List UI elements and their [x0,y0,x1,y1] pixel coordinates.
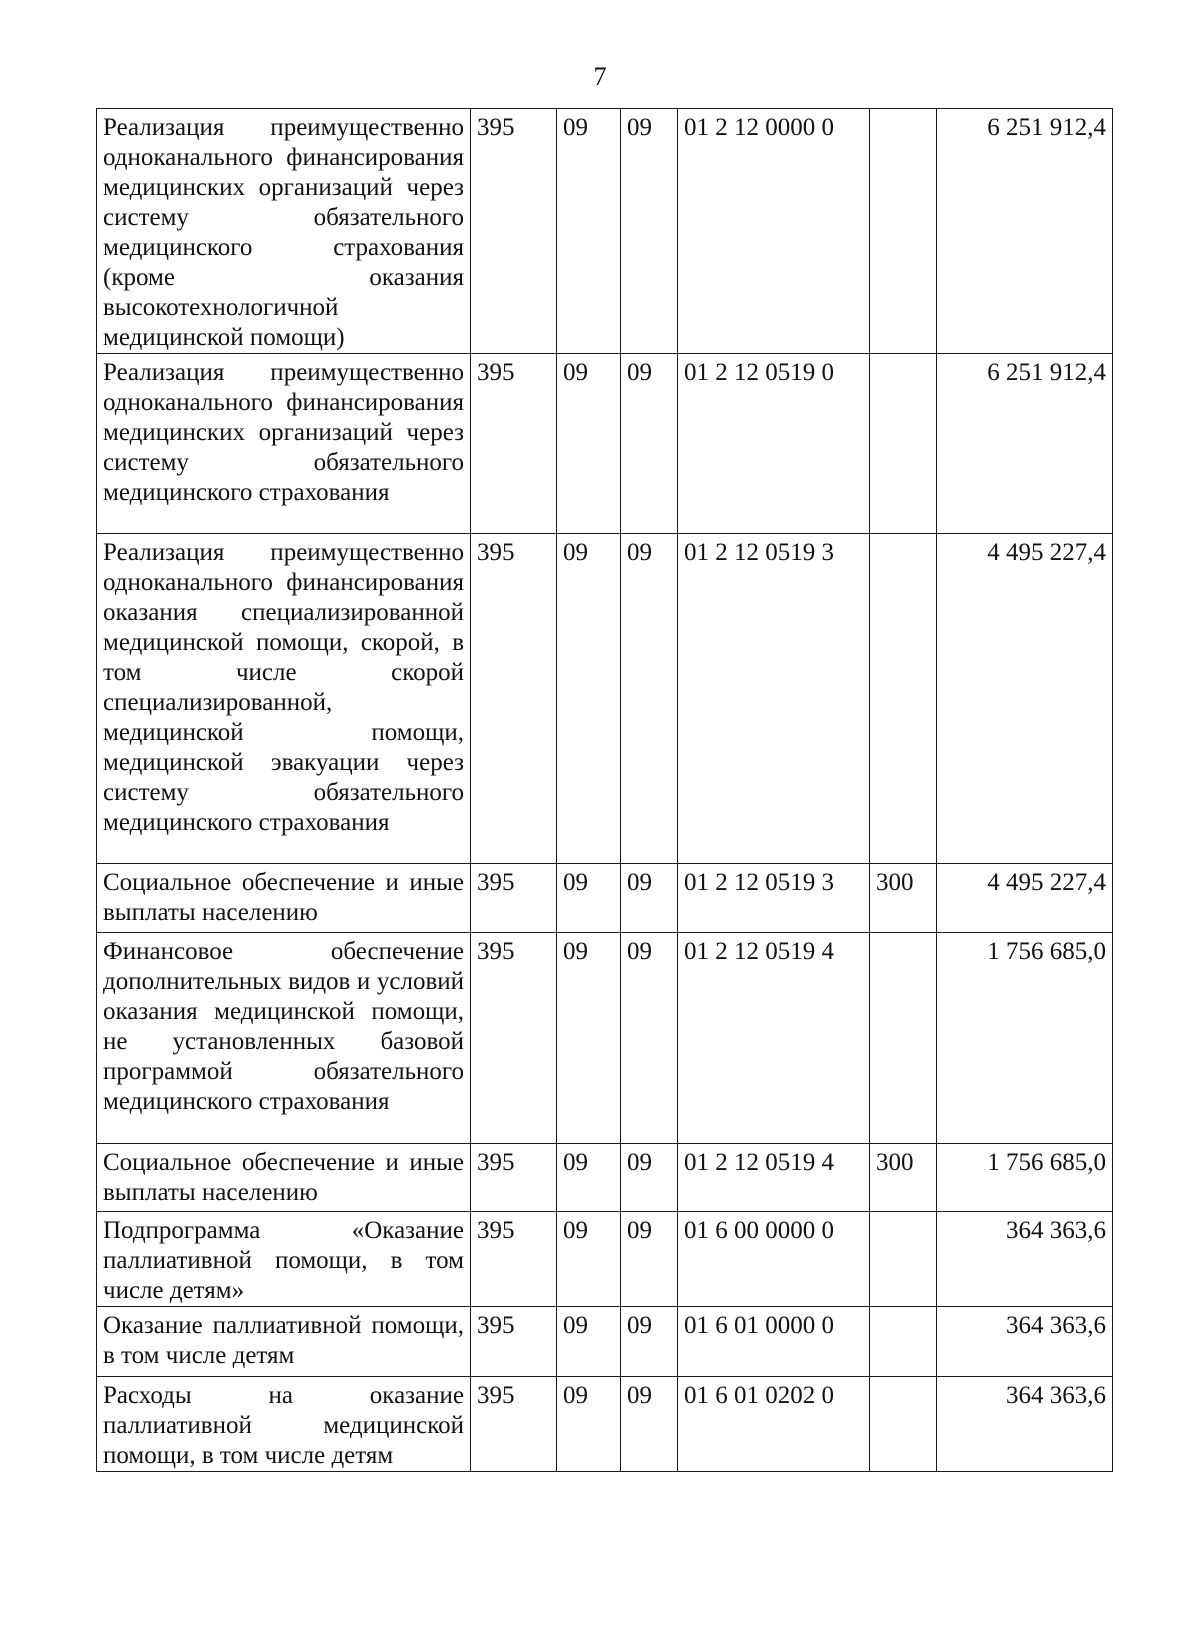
row-target-article: 01 2 12 0519 0 [678,354,870,534]
row-sum: 4 495 227,4 [937,534,1113,864]
row-target-article: 01 2 12 0519 4 [678,1144,870,1212]
row-podrazdel: 09 [621,1212,678,1307]
row-expense-type [870,354,937,534]
table-row [97,109,1113,354]
row-sum: 364 363,6 [937,1212,1113,1307]
row-expense-type [870,1377,937,1472]
row-grbs: 395 [471,933,557,1144]
row-grbs: 395 [471,109,557,354]
row-podrazdel: 09 [621,864,678,933]
row-podrazdel: 09 [621,1377,678,1472]
row-grbs: 395 [471,1144,557,1212]
row-name: Оказание паллиативной помощи, в том числе детям [97,1307,471,1377]
table-row [97,1144,1113,1212]
row-name: Социальное обеспечение и иные выплаты населению [97,1144,471,1212]
row-razdel: 09 [557,354,621,534]
row-sum: 6 251 912,4 [937,354,1113,534]
row-razdel: 09 [557,1212,621,1307]
row-sum: 4 495 227,4 [937,864,1113,933]
budget-table [96,108,1113,1472]
row-target-article: 01 6 00 0000 0 [678,1212,870,1307]
row-grbs: 395 [471,534,557,864]
row-razdel: 09 [557,109,621,354]
row-razdel: 09 [557,933,621,1144]
row-razdel: 09 [557,1144,621,1212]
row-name: Подпрограмма «Оказание паллиативной помощи, в том числе детям» [97,1212,471,1307]
row-name: Расходы на оказание паллиативной медицинской помощи, в том числе детям [97,1377,471,1472]
row-razdel: 09 [557,1307,621,1377]
row-name: Реализация преимущественно одноканального финансирования оказания специализированной медицинской помощи, скорой, в том числе скорой специализированной, медицинской помощи, медицинской эвакуации через систему обязательного медицинского страхования [97,534,471,864]
row-sum: 1 756 685,0 [937,933,1113,1144]
row-expense-type [870,933,937,1144]
table-row [97,534,1113,864]
row-podrazdel: 09 [621,1307,678,1377]
row-podrazdel: 09 [621,534,678,864]
row-name: Финансовое обеспечение дополнительных видов и условий оказания медицинской помощи, не установленных базовой программой обязательного медицинского страхования [97,933,471,1144]
row-razdel: 09 [557,1377,621,1472]
table-row [97,1307,1113,1377]
row-expense-type: 300 [870,1144,937,1212]
row-target-article: 01 2 12 0519 4 [678,933,870,1144]
row-razdel: 09 [557,864,621,933]
row-grbs: 395 [471,1212,557,1307]
row-expense-type: 300 [870,864,937,933]
table-row [97,1377,1113,1472]
budget-table-body [97,109,1113,1472]
row-expense-type [870,1212,937,1307]
row-target-article: 01 2 12 0519 3 [678,864,870,933]
row-grbs: 395 [471,1307,557,1377]
row-target-article: 01 2 12 0000 0 [678,109,870,354]
row-name: Реализация преимущественно одноканального финансирования медицинских организаций через систему обязательного медицинского страхования [97,354,471,534]
row-sum: 364 363,6 [937,1307,1113,1377]
table-row [97,1212,1113,1307]
row-expense-type [870,534,937,864]
table-row [97,933,1113,1144]
row-sum: 6 251 912,4 [937,109,1113,354]
row-grbs: 395 [471,1377,557,1472]
row-podrazdel: 09 [621,354,678,534]
row-expense-type [870,1307,937,1377]
row-podrazdel: 09 [621,1144,678,1212]
row-sum: 1 756 685,0 [937,1144,1113,1212]
page-number: 7 [593,62,607,91]
row-razdel: 09 [557,534,621,864]
row-expense-type [870,109,937,354]
row-grbs: 395 [471,354,557,534]
row-name: Реализация преимущественно одноканального финансирования медицинских организаций через систему обязательного медицинского страхования (кроме оказания высокотехнологичной медицинской помощи) [97,109,471,354]
row-podrazdel: 09 [621,933,678,1144]
table-row [97,354,1113,534]
row-target-article: 01 6 01 0202 0 [678,1377,870,1472]
table-row [97,864,1113,933]
row-grbs: 395 [471,864,557,933]
row-target-article: 01 2 12 0519 3 [678,534,870,864]
row-target-article: 01 6 01 0000 0 [678,1307,870,1377]
row-name: Социальное обеспечение и иные выплаты населению [97,864,471,933]
row-sum: 364 363,6 [937,1377,1113,1472]
row-podrazdel: 09 [621,109,678,354]
